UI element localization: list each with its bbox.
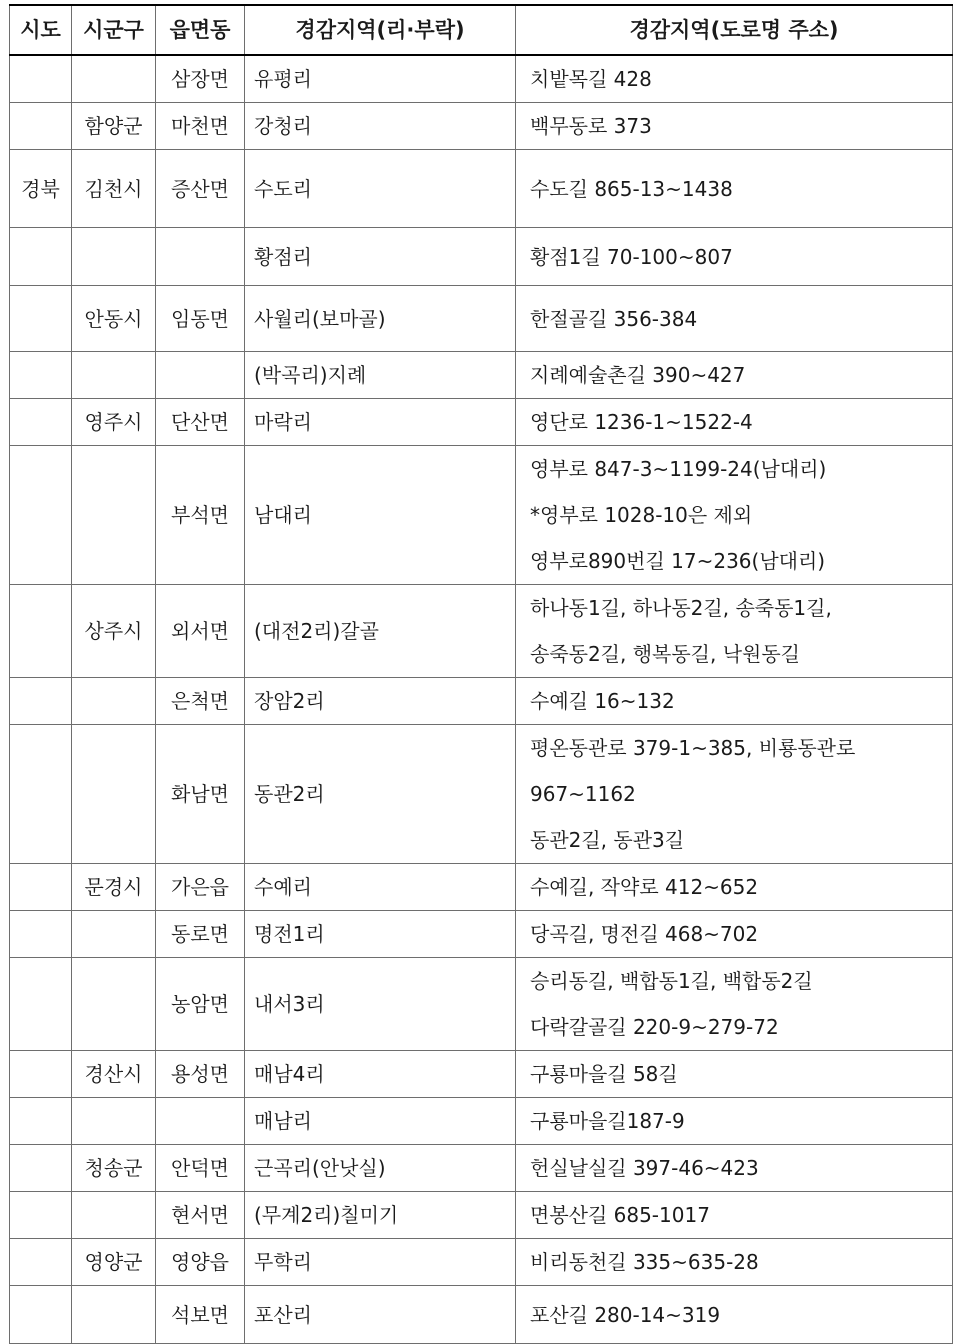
address-line: 송죽동2길, 행복동길, 낙원동길 <box>530 642 800 666</box>
header-row <box>10 5 953 55</box>
cell-road-address <box>516 150 953 228</box>
cell-road-address <box>516 1286 953 1344</box>
table-row <box>10 399 953 446</box>
cell-sigungu: 영양군 <box>72 1239 156 1286</box>
cell-road-address <box>516 286 953 352</box>
cell-sigungu <box>72 1098 156 1145</box>
cell-ri: 무학리 <box>245 1239 516 1286</box>
table-row <box>10 446 953 585</box>
cell-sido <box>10 286 72 352</box>
cell-sido <box>10 1098 72 1145</box>
table-body <box>10 55 953 1344</box>
table-row <box>10 1098 953 1145</box>
address-line: 지례예술촌길 390~427 <box>530 363 746 387</box>
cell-ri: 사월리(보마골) <box>245 286 516 352</box>
cell-sigungu <box>72 228 156 286</box>
table-row <box>10 228 953 286</box>
address-line: 영부로 847-3~1199-24(남대리) <box>530 457 827 481</box>
table-row <box>10 1145 953 1192</box>
cell-sido <box>10 1286 72 1344</box>
cell-eupmyeondong: 삼장면 <box>156 55 245 103</box>
cell-ri: 명전1리 <box>245 911 516 958</box>
address-line: 평온동관로 379-1~385, 비룡동관로 967~1162 <box>530 736 856 806</box>
cell-eupmyeondong: 임동면 <box>156 286 245 352</box>
cell-ri: 포산리 <box>245 1286 516 1344</box>
cell-ri: 유평리 <box>245 55 516 103</box>
cell-eupmyeondong: 가은읍 <box>156 864 245 911</box>
header-eupmyeondong: 읍면동 <box>156 5 245 55</box>
cell-road-address <box>516 103 953 150</box>
cell-sido <box>10 446 72 585</box>
cell-sigungu: 문경시 <box>72 864 156 911</box>
cell-sido <box>10 864 72 911</box>
address-line: 면봉산길 685-1017 <box>530 1203 710 1227</box>
address-line: 수예길, 작약로 412~652 <box>530 875 759 899</box>
cell-road-address <box>516 446 953 585</box>
cell-eupmyeondong <box>156 352 245 399</box>
cell-eupmyeondong: 현서면 <box>156 1192 245 1239</box>
address-line: 당곡길, 명전길 468~702 <box>530 922 759 946</box>
table-row <box>10 55 953 103</box>
cell-sido <box>10 228 72 286</box>
cell-sido <box>10 352 72 399</box>
cell-sigungu <box>72 1286 156 1344</box>
cell-sigungu <box>72 55 156 103</box>
cell-road-address <box>516 55 953 103</box>
address-line: 치밭목길 428 <box>530 67 652 91</box>
table-row <box>10 1239 953 1286</box>
table-row <box>10 286 953 352</box>
table-row <box>10 725 953 864</box>
cell-sido <box>10 103 72 150</box>
cell-sido <box>10 725 72 864</box>
header-sido: 시도 <box>10 5 72 55</box>
address-line: 다락갈골길 220-9~279-72 <box>530 1015 779 1039</box>
address-line: 한절골길 356-384 <box>530 306 698 331</box>
cell-road-address <box>516 1145 953 1192</box>
cell-ri: 수도리 <box>245 150 516 228</box>
cell-sigungu <box>72 958 156 1051</box>
table-row <box>10 864 953 911</box>
cell-sido <box>10 1051 72 1098</box>
table-row <box>10 150 953 228</box>
address-line: 구룡마을길 58길 <box>530 1062 678 1086</box>
table-row <box>10 585 953 678</box>
cell-eupmyeondong: 증산면 <box>156 150 245 228</box>
address-line: 영부로890번길 17~236(남대리) <box>530 549 826 573</box>
cell-ri: 남대리 <box>245 446 516 585</box>
table-row <box>10 352 953 399</box>
cell-sigungu <box>72 1192 156 1239</box>
cell-ri: 수예리 <box>245 864 516 911</box>
cell-ri: 동관2리 <box>245 725 516 864</box>
table-row <box>10 103 953 150</box>
cell-road-address <box>516 911 953 958</box>
table-row <box>10 1192 953 1239</box>
cell-sido <box>10 399 72 446</box>
cell-road-address <box>516 1192 953 1239</box>
cell-sido <box>10 1239 72 1286</box>
cell-eupmyeondong: 단산면 <box>156 399 245 446</box>
cell-ri: 마락리 <box>245 399 516 446</box>
table-row <box>10 911 953 958</box>
cell-road-address <box>516 725 953 864</box>
cell-eupmyeondong: 부석면 <box>156 446 245 585</box>
address-line: 동관2길, 동관3길 <box>530 828 685 852</box>
header-sigungu: 시군구 <box>72 5 156 55</box>
cell-sido <box>10 585 72 678</box>
cell-ri: (대전2리)갈골 <box>245 585 516 678</box>
cell-sigungu: 영주시 <box>72 399 156 446</box>
cell-ri: 매남리 <box>245 1098 516 1145</box>
address-line: 포산길 280-14~319 <box>530 1302 721 1327</box>
cell-eupmyeondong: 화남면 <box>156 725 245 864</box>
cell-ri: 매남4리 <box>245 1051 516 1098</box>
cell-ri: 장암2리 <box>245 678 516 725</box>
cell-sigungu <box>72 725 156 864</box>
cell-road-address <box>516 1051 953 1098</box>
cell-road-address <box>516 1239 953 1286</box>
cell-road-address <box>516 228 953 286</box>
table-row <box>10 1051 953 1098</box>
cell-sido: 경북 <box>10 150 72 228</box>
cell-sigungu <box>72 446 156 585</box>
cell-sigungu: 안동시 <box>72 286 156 352</box>
cell-ri: 내서3리 <box>245 958 516 1051</box>
address-line: 수예길 16~132 <box>530 689 675 713</box>
address-line: 하나동1길, 하나동2길, 송죽동1길, <box>530 596 832 620</box>
cell-eupmyeondong: 동로면 <box>156 911 245 958</box>
cell-road-address <box>516 352 953 399</box>
cell-eupmyeondong: 영양읍 <box>156 1239 245 1286</box>
cell-sigungu: 경산시 <box>72 1051 156 1098</box>
cell-road-address <box>516 585 953 678</box>
table-row <box>10 1286 953 1344</box>
cell-eupmyeondong: 용성면 <box>156 1051 245 1098</box>
header-ri: 경감지역(리·부락) <box>245 5 516 55</box>
cell-eupmyeondong: 농암면 <box>156 958 245 1051</box>
cell-sigungu: 상주시 <box>72 585 156 678</box>
cell-ri: (무계2리)칠미기 <box>245 1192 516 1239</box>
cell-eupmyeondong <box>156 228 245 286</box>
address-line: 황점1길 70-100~807 <box>530 244 733 269</box>
cell-sigungu <box>72 911 156 958</box>
cell-sido <box>10 1192 72 1239</box>
cell-road-address <box>516 399 953 446</box>
cell-ri: 근곡리(안낫실) <box>245 1145 516 1192</box>
address-line: 수도길 865-13~1438 <box>530 176 733 201</box>
cell-eupmyeondong: 안덕면 <box>156 1145 245 1192</box>
cell-sido <box>10 911 72 958</box>
cell-road-address <box>516 678 953 725</box>
address-line: 영단로 1236-1~1522-4 <box>530 410 753 434</box>
cell-sido <box>10 958 72 1051</box>
address-line: *영부로 1028-10은 제외 <box>530 503 753 527</box>
cell-sido <box>10 55 72 103</box>
address-line: 헌실날실길 397-46~423 <box>530 1156 759 1180</box>
table-row <box>10 958 953 1051</box>
region-table <box>9 4 953 1344</box>
cell-sigungu: 함양군 <box>72 103 156 150</box>
cell-road-address <box>516 864 953 911</box>
cell-eupmyeondong: 석보면 <box>156 1286 245 1344</box>
cell-eupmyeondong: 외서면 <box>156 585 245 678</box>
cell-eupmyeondong: 마천면 <box>156 103 245 150</box>
cell-sigungu: 청송군 <box>72 1145 156 1192</box>
cell-ri: (박곡리)지례 <box>245 352 516 399</box>
cell-sido <box>10 678 72 725</box>
cell-sido <box>10 1145 72 1192</box>
header-road-address: 경감지역(도로명 주소) <box>516 5 953 55</box>
address-line: 구룡마을길187-9 <box>530 1109 685 1133</box>
cell-ri: 강청리 <box>245 103 516 150</box>
cell-ri: 황점리 <box>245 228 516 286</box>
cell-sigungu <box>72 678 156 725</box>
cell-sigungu <box>72 352 156 399</box>
table-row <box>10 678 953 725</box>
cell-road-address <box>516 958 953 1051</box>
address-line: 비리동천길 335~635-28 <box>530 1250 759 1274</box>
cell-eupmyeondong <box>156 1098 245 1145</box>
address-line: 승리동길, 백합동1길, 백합동2길 <box>530 969 813 993</box>
address-line: 백무동로 373 <box>530 114 652 138</box>
cell-sigungu: 김천시 <box>72 150 156 228</box>
cell-road-address <box>516 1098 953 1145</box>
cell-eupmyeondong: 은척면 <box>156 678 245 725</box>
